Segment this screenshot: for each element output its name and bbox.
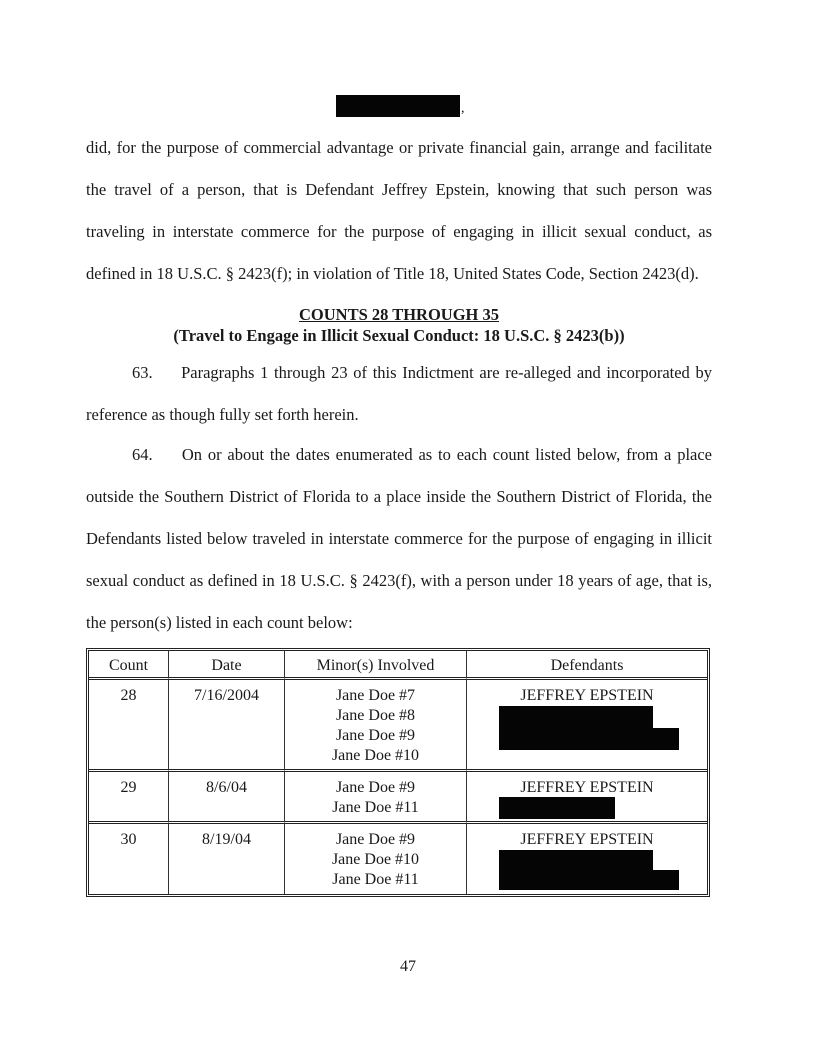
redaction-bar [499, 797, 615, 819]
cell-count: 28 [89, 680, 169, 772]
minor-name: Jane Doe #10 [331, 851, 420, 868]
redaction-bar-top [336, 95, 460, 117]
minor-name: Jane Doe #11 [332, 871, 419, 888]
counts-table [86, 648, 710, 897]
redaction-bar [499, 850, 653, 870]
cell-date: 7/16/2004 [169, 680, 285, 772]
minor-name: Jane Doe #9 [335, 779, 416, 796]
heading-title: COUNTS 28 THROUGH 35 [298, 305, 499, 324]
cell-minors [285, 772, 467, 824]
section-heading [86, 304, 712, 346]
minor-name: Jane Doe #7 [335, 687, 416, 704]
minor-name: Jane Doe #10 [331, 747, 420, 764]
defendant-name: JEFFREY EPSTEIN [520, 687, 654, 704]
heading-subtitle: (Travel to Engage in Illicit Sexual Conduct: 18 U.S.C. § 2423(b)) [173, 326, 625, 345]
cell-minors [285, 680, 467, 772]
defendant-name: JEFFREY EPSTEIN [520, 779, 654, 796]
redaction-bar [499, 706, 653, 728]
minor-name: Jane Doe #11 [332, 799, 419, 816]
table-row [89, 824, 707, 894]
table-header-row [89, 651, 707, 680]
header-minors: Minor(s) Involved [285, 651, 467, 680]
header-date: Date [169, 651, 285, 680]
paragraph-63: 63. Paragraphs 1 through 23 of this Indictment are re-alleged and incorporated by reference as though fully set forth herein. [86, 363, 712, 424]
cell-date: 8/6/04 [169, 772, 285, 824]
table-row [89, 680, 707, 772]
cell-count: 29 [89, 772, 169, 824]
table-row [89, 772, 707, 824]
cell-minors [285, 824, 467, 894]
header-defendants: Defendants [467, 651, 707, 680]
cell-defendants [467, 772, 707, 824]
cell-count: 30 [89, 824, 169, 894]
minor-name: Jane Doe #9 [335, 727, 416, 744]
cell-defendants [467, 824, 707, 894]
minor-name: Jane Doe #9 [335, 831, 416, 848]
minor-name: Jane Doe #8 [335, 707, 416, 724]
cell-defendants [467, 680, 707, 772]
cell-date: 8/19/04 [169, 824, 285, 894]
redaction-bar [499, 728, 679, 750]
redaction-bar [499, 870, 679, 890]
paragraph-64: 64. On or about the dates enumerated as to each count listed below, from a place outside the Southern District of Florida to a place inside the Southern District of Florida, the Defendants listed below traveled in interstate commerce for the purpose of engaging in illicit sexual conduct as defined in 18 U.S.C. § 2423(f), with a person under 18 years of age, that is, the person(s) listed in each count below: [86, 445, 712, 632]
paragraph-continuation: did, for the purpose of commercial advantage or private financial gain, arrange and facilitate the travel of a person, that is Defendant Jeffrey Epstein, knowing that such person was traveling in interstate commerce for the purpose of engaging in illicit sexual conduct, as defined in 18 U.S.C. § 2423(f); in violation of Title 18, United States Code, Section 2423(d). [86, 138, 712, 283]
header-count: Count [89, 651, 169, 680]
top-comma: , [461, 101, 465, 116]
defendant-name: JEFFREY EPSTEIN [520, 831, 654, 848]
page-number: 47 [400, 958, 416, 975]
